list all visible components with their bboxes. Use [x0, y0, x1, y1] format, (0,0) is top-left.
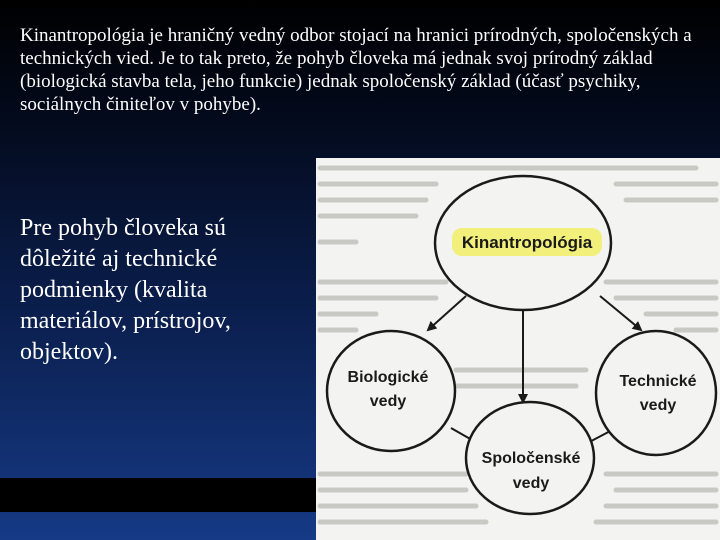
left-node-label-line1: Biologické [347, 369, 429, 386]
arrow-to-technicke [600, 296, 641, 330]
center-node-label: Kinantropológia [461, 233, 593, 252]
right-node-label-line1: Technické [619, 373, 697, 390]
intro-paragraph: Kinantropológia je hraničný vedný odbor stojací na hranici prírodných, spoločenských a technických vied. Je to tak preto, že pohyb človeka má jednak svoj prírodný základ (biologická stavba tela, jeho funkcie) jednak spoločenský základ (účasť psychiky, sociálnych činiteľov v pohybe). [20, 25, 692, 115]
bottom-node-label-line2: vedy [512, 475, 550, 492]
arrow-to-biologicke [428, 296, 466, 330]
right-node-label-line2: vedy [639, 397, 677, 414]
scanned-diagram [316, 158, 720, 540]
diagram-svg [316, 158, 720, 540]
bottom-node-label-line1: Spoločenské [481, 450, 581, 467]
left-node-circle [327, 331, 455, 451]
left-node-label-line2: vedy [369, 393, 407, 410]
bottom-band [0, 478, 316, 512]
right-node-circle [596, 331, 716, 455]
technical-conditions-note: Pre pohyb človeka sú dôležité aj technické podmienky (kvalita materiálov, prístrojov, objektov). [20, 215, 231, 365]
